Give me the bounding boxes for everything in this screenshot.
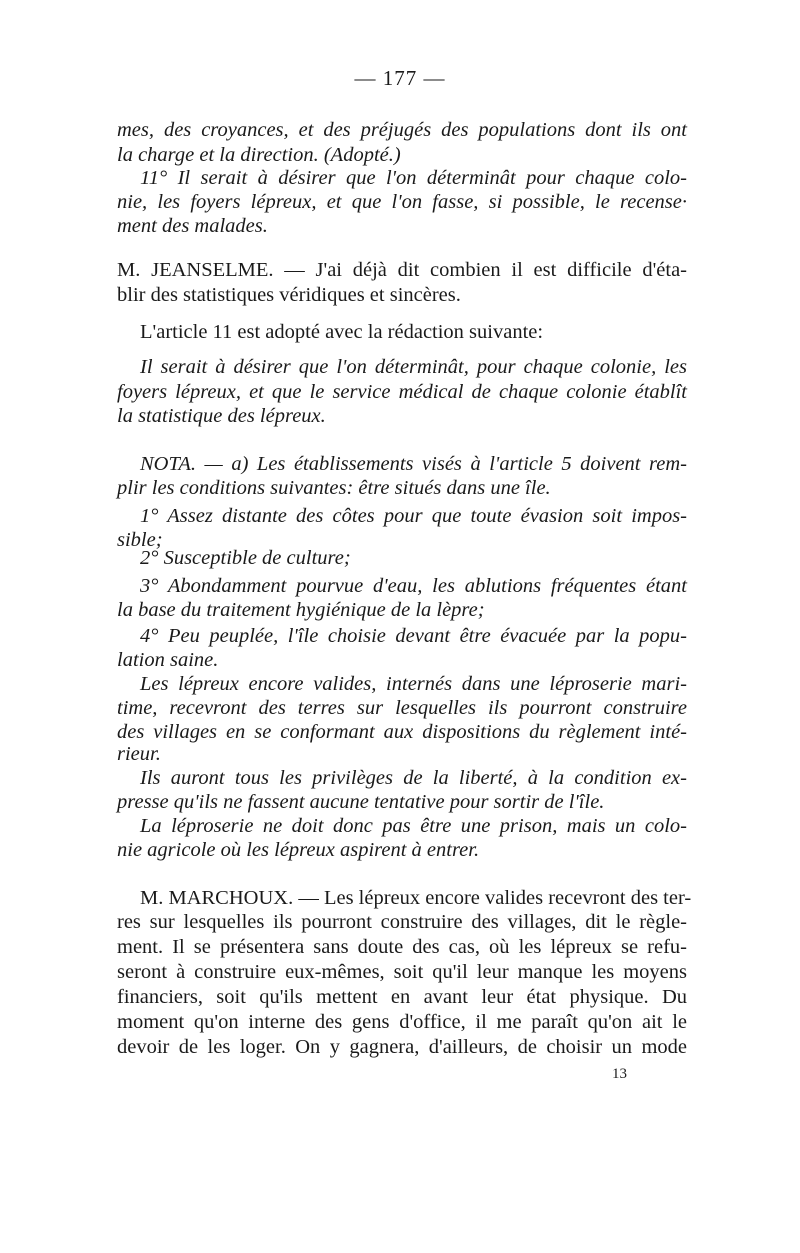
text-line: ment des malades. [117, 215, 268, 237]
text-line: L'article 11 est adopté avec la rédaction suivante: [140, 321, 544, 343]
text-line: la base du traitement hygiénique de la lèpre; [117, 599, 485, 621]
text-line: sible; [117, 529, 163, 551]
speaker-line: M. JEANSELME. — J'ai déjà dit combien il est difficile d'éta- [117, 259, 687, 281]
text-line: la charge et la direction. (Adopté.) [117, 144, 401, 166]
text-line: plir les conditions suivantes: être situés dans une île. [117, 477, 551, 499]
text-line: Il serait à désirer que l'on déterminât, pour chaque colonie, les [140, 356, 687, 378]
text-line: devoir de les loger. On y gagnera, d'ailleurs, de choisir un mode [117, 1036, 687, 1058]
text-line: time, recevront des terres sur lesquelles ils pourront construire [117, 697, 687, 719]
text-line: presse qu'ils ne fassent aucune tentative pour sortir de l'île. [117, 791, 605, 813]
text-line: blir des statistiques véridiques et sincères. [117, 284, 461, 306]
text-line: 4° Peu peuplée, l'île choisie devant être évacuée par la popu- [140, 625, 687, 647]
text-line: la statistique des lépreux. [117, 405, 326, 427]
text-line: 1° Assez distante des côtes pour que toute évasion soit impos- [140, 505, 687, 527]
text-line: foyers lépreux, et que le service médical de chaque colonie établît [117, 381, 687, 403]
folio-number: 13 [612, 1066, 627, 1082]
text-line: NOTA. — a) Les établissements visés à l'article 5 doivent rem- [140, 453, 687, 475]
text-line: financiers, soit qu'ils mettent en avant leur état physique. Du [117, 986, 687, 1008]
page-number: — 177 — [354, 66, 446, 90]
text-line: mes, des croyances, et des préjugés des populations dont ils ont [117, 119, 687, 141]
text-line: 3° Abondamment pourvue d'eau, les ablutions fréquentes étant [140, 575, 687, 597]
text-line: moment qu'on interne des gens d'office, il me paraît qu'on ait le [117, 1011, 687, 1033]
text-line: rieur. [117, 743, 161, 765]
text-line: res sur lesquelles ils pourront construire des villages, dit le règle- [117, 911, 687, 933]
text-line: ment. Il se présentera sans doute des cas, où les lépreux se refu- [117, 936, 687, 958]
text-line: des villages en se conformant aux dispositions du règlement inté- [117, 721, 687, 743]
text-line: nie agricole où les lépreux aspirent à entrer. [117, 839, 480, 861]
text-line: Ils auront tous les privilèges de la liberté, à la condition ex- [140, 767, 687, 789]
text-line: lation saine. [117, 649, 219, 671]
text-line: La léproserie ne doit donc pas être une prison, mais un colo- [140, 815, 687, 837]
text-line: seront à construire eux-mêmes, soit qu'il leur manque les moyens [117, 961, 687, 983]
text-line: Les lépreux encore valides, internés dans une léproserie mari- [140, 673, 687, 695]
text-line: nie, les foyers lépreux, et que l'on fasse, si possible, le recense· [117, 191, 687, 213]
text-line: 2° Susceptible de culture; [140, 547, 351, 569]
text-line: 11° Il serait à désirer que l'on déterminât pour chaque colo- [140, 167, 687, 189]
speaker-line: M. MARCHOUX. — Les lépreux encore valides recevront des ter- [140, 887, 692, 909]
